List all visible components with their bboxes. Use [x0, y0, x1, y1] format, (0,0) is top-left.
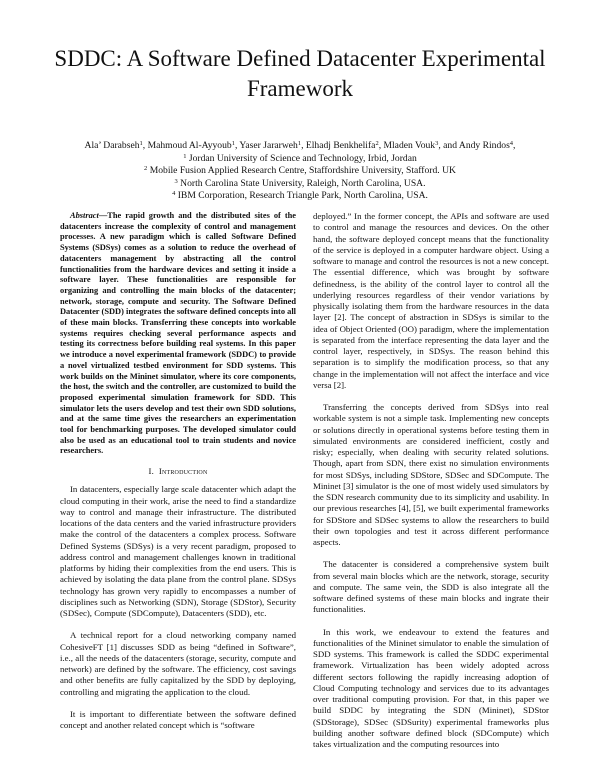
author-name: Elhadj Benkhelifa	[305, 140, 376, 151]
affiliation-mark: 4	[172, 190, 176, 198]
affiliation-text: IBM Corporation, Research Triangle Park, North Carolina, USA.	[177, 190, 428, 202]
author-affiliation-mark: 4	[509, 140, 514, 147]
body-paragraph: The datacenter is considered a comprehensive system built from several main blocks which are the network, storage, security and compute. The same vein, the SDD is also integrate all the software defined systems of these main blocks and ingrate their functionalities.	[313, 559, 549, 615]
affiliation-line	[30, 178, 570, 191]
author-name: Ala’ Darabseh	[84, 140, 140, 151]
body-paragraph: It is important to differentiate between the software defined concept and another related concept which is “software	[60, 708, 296, 731]
author-name: Andy Rindos	[458, 140, 510, 151]
author-affiliation-mark: 3	[435, 140, 439, 147]
right-column	[313, 211, 549, 750]
affiliation-text: Jordan University of Science and Technology, Irbid, Jordan	[188, 152, 417, 164]
author-name: Mladen Vouk	[383, 140, 436, 151]
author-block	[30, 140, 570, 203]
affiliation-line	[30, 165, 570, 178]
title-line-2: Framework	[246, 76, 354, 101]
body-paragraph: deployed.” In the former concept, the APIs and software are used to control and manage the resources and devices. On the other hand, the software deployed concept means that the functionality of the service is deployed in a computer hardware object. Using a software to manage and control the resources is not a new concept. The essential difference, which was brought by software definedness, is the ability of the control layer to control all the underlying resources regardless of their vendor variations by physically isolating them from the hardware resources in the data layer [2]. The concept of abstraction in SDSys is similar to the idea of Object Oriented (OO) paradigm, where the implementation is separated from the interface representing the data layer and the control layer, respectively, in SDSys. The reason behind this separation is to simplify the modification process, so that any change in the implementation will not affect the interface and vice versa [2].	[313, 211, 549, 390]
author-affiliation-mark: 1	[139, 140, 143, 147]
author-affiliation-mark: 2	[375, 140, 379, 147]
left-column	[60, 211, 296, 731]
author-name: Mahmoud Al-Ayyoub	[147, 140, 232, 151]
affiliation-mark: 2	[144, 165, 148, 173]
author-affiliation-mark: 1	[297, 140, 302, 147]
affiliation-text: North Carolina State University, Raleigh, North Carolina, USA.	[180, 177, 426, 189]
body-paragraph: In this work, we endeavour to extend the features and functionalities of the Mininet simulator to enable the simulation of SDD systems. This framework is called the SDDC experimental framework. Virtualization has been widely adopted across different sectors following the rapidly increasing adoption of Cloud Computing technology and services due to its advantages over traditional computing provision. For that, in this paper we build SDDC by integrating the SDN (Mininet), SDStor (SDStorage), SDSec (SDSurity) experimental frameworks plus building another software defined block (SDCompute) which takes virtualization and the computing resources into	[313, 626, 549, 749]
affiliation-mark: 1	[183, 152, 187, 160]
section-number: I.	[148, 466, 155, 477]
affiliation-text: Mobile Fusion Applied Research Centre, Staffordshire University, Stafford. UK	[149, 165, 456, 177]
affiliation-line	[30, 190, 570, 203]
title-line-1: SDDC: A Software Defined Datacenter Experimental	[54, 46, 546, 71]
author-name: Yaser Jararweh	[239, 140, 298, 151]
abstract	[60, 211, 296, 457]
body-paragraph: A technical report for a cloud networking company named CohesiveFT [1] discusses SDD as being “defined in Software”, i.e., all the needs of the datacenters (storage, security, compute and network) are defined by the software. The efficiency, cost savings and other benefits are fully capitalized by the SDD by deploying, controlling and migrating the application to the cloud.	[60, 630, 296, 697]
section-title: Introduction	[158, 466, 208, 477]
body-paragraph: In datacenters, especially large scale datacenter which adapt the cloud computing in their work, arise the need to find a standardize way to control and manage their infrastructure. The distributed locations of the data centers and the varied infrastructure providers make the control of the datacenters a complex process. Software Defined Systems (SDSys) is a very recent paradigm, proposed to address control and management challenges known in traditional platforms by hiding their complexities from the end users. This is achieved by isolating the data plane from the control plane. SDSys technology has grown very rapidly to encompasses a number of disciplines such as Networking (SDN), Storage (SDStor), Security (SDSec), Compute (SDCompute), Datacenters (SDD), etc.	[60, 484, 296, 619]
section-heading	[60, 466, 296, 477]
affiliation-line	[30, 153, 570, 166]
affiliation-mark: 3	[174, 177, 178, 185]
body-paragraph: Transferring the concepts derived from SDSys into real workable system is not a simple task. Implementing new concepts or solutions directly in operational systems before testing them in simulated environments are considered inefficient, costly and risky; especially, when dealing with security related solutions. Though, apart from SDN, there exist no simulation environments for most SDSys, including SDStore, SDSec and SDCompute. The Mininet [3] simulator is the one of most widely used simulators by the SDN research community due to its simplicity and usability. In our previous researches [4], [5], we built experimental frameworks for SDStore and SDSec systems to allow the researchers to build their own topologies and test it across different performance aspects.	[313, 402, 549, 547]
author-affiliation-mark: 1	[231, 140, 235, 147]
paper-title	[20, 44, 580, 104]
author-names: Ala’ Darabseh$^1$, Mahmoud Al-Ayyoub$^1$, Yaser Jararweh$^1$, Elhadj Benkhelifa$^2$, Mladen Vouk$^3$, and Andy Rindos$^4$,	[84, 140, 516, 151]
abstract-text: —The rapid growth and the distributed sites of the datacenters increase the complexity of control and management processes. A new paradigm which is called Software Defined Systems (SDSys) comes as a solution to reduce the overhead of datacenters management by abstracting all the control functionalities from the hardware devices and setting it inside a software layer. These functionalities are responsible for organizing and controlling the main blocks of the datacenter; network, storage, compute and security. The Software Defined Datacenter (SDD) integrates the software defined concepts into all of these main blocks. Transferring these concepts into workable systems requires checking several performance aspects and testing its correctness before building real systems. In this paper we introduce a novel experimental framework (SDDC) to provide a novel virtualized testbed environment for SDD systems. This work builds on the Mininet simulator, where its core components, the host, the switch and the controller, are customized to build the proposed experimental simulation framework for SDD. This simulator lets the users develop and test their own SDD solutions, and at the same time gives the researchers an experimentation tool for benchmarking purposes. The developed simulator could also be used as an educational tool to train students and novice researchers.	[60, 211, 296, 456]
abstract-label: Abstract	[70, 211, 99, 220]
